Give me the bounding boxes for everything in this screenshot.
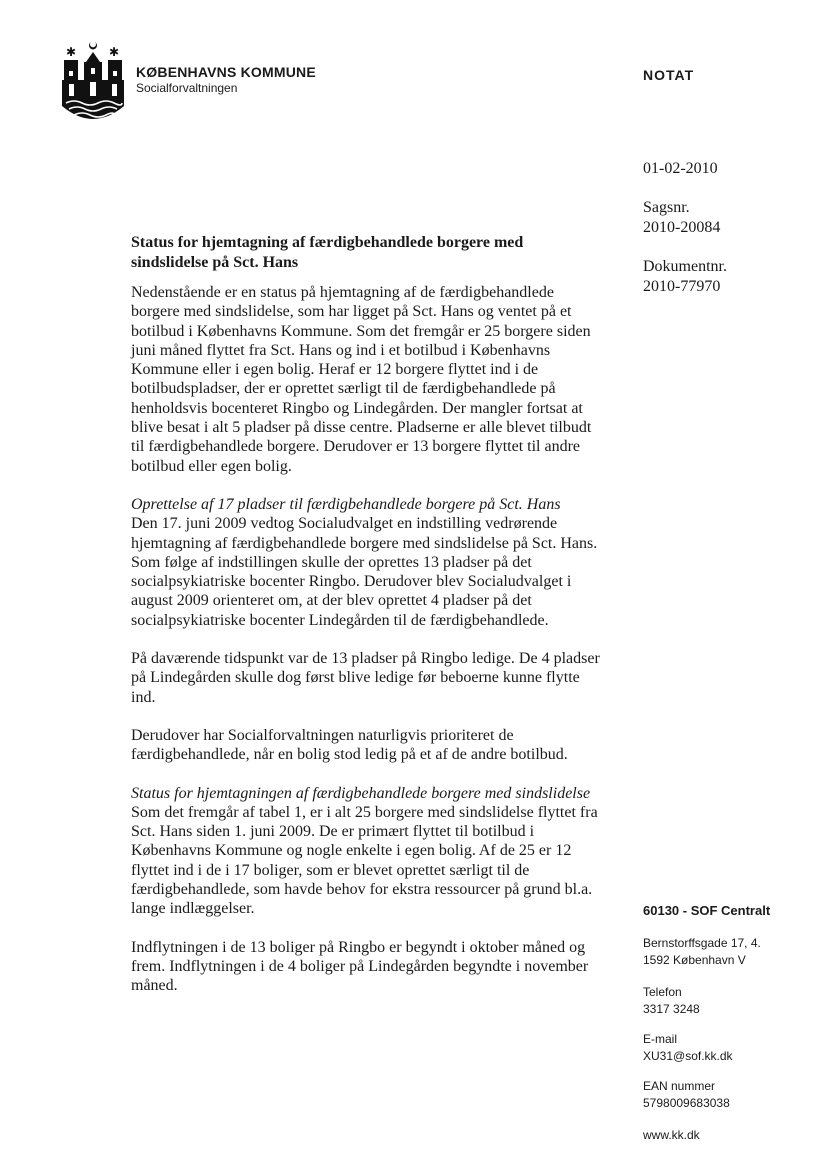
section-status bbox=[131, 784, 601, 919]
document-type: NOTAT bbox=[643, 67, 695, 83]
paragraph-establishment: Den 17. juni 2009 vedtog Socialudvalget en indstilling vedrørende hjemtagning af færdigbehandlede borgere med sindslidelse på Sct. Hans. Som følge af indstillingen skulle der oprettes 13 pladser på det socialpsykiatriske bocenter Ringbo. Derudover blev Socialudvalget i august 2009 orienteret om, at der blev oprettet 4 pladser på det socialpsykiatriske bocenter Lindegården til de færdigbehandlede. bbox=[131, 515, 598, 629]
document-number-value: 2010-77970 bbox=[643, 278, 721, 295]
organization-name: KØBENHAVNS KOMMUNE bbox=[136, 64, 316, 80]
paragraph-status: Som det fremgår af tabel 1, er i alt 25 borgere med sindslidelse flyttet fra Sct. Hans siden 1. juni 2009. De er primært flyttet til botilbud i Københavns Kommune og nogle enkelte i egen bolig. Af de 25 er 12 flyttet ind i de i 17 boliger, som er blevet oprettet særligt til de færdigbehandlede, som havde behov for ekstra ressourcer på grund bl.a. lange indlæggelser. bbox=[131, 803, 598, 918]
email-address: XU31@sof.kk.dk bbox=[643, 1049, 733, 1063]
ean-block bbox=[643, 1078, 730, 1112]
phone-number: 3317 3248 bbox=[643, 1002, 700, 1016]
unit-name: 60130 - SOF Centralt bbox=[643, 903, 771, 918]
phone-block bbox=[643, 984, 700, 1018]
website: www.kk.dk bbox=[643, 1128, 700, 1142]
department-name: Socialforvaltningen bbox=[136, 81, 238, 95]
section-heading-status: Status for hjemtagningen af færdigbehandlede borgere med sindslidelse bbox=[131, 784, 591, 802]
address-line-2: 1592 København V bbox=[643, 953, 746, 967]
document-date: 01-02-2010 bbox=[643, 160, 718, 177]
section-establishment bbox=[131, 495, 601, 630]
ean-label: EAN nummer bbox=[643, 1079, 716, 1093]
paragraph-intro: Nedenstående er en status på hjemtagning af de færdigbehandlede borgere med sindslidelse, som har ligget på Sct. Hans og ventet på et botilbud i Københavns Kommune. Som det fremgår er 25 borgere siden juni måned flyttet fra Sct. Hans og ind i et botilbud i Københavns Kommune eller i egen bolig. Heraf er 12 borgere flyttet ind i de botilbudspladser, der er oprettet særligt til de færdigbehandlede på henholdsvis bocenteret Ringbo og Lindegården. Der mangler fortsat at blive besat i alt 5 pladser på disse centre. Pladserne er alle blevet tilbudt til færdigbehandlede borgere. Derudover er 13 borgere flyttet til andre botilbud eller egen bolig. bbox=[131, 284, 592, 475]
case-number-label: Sagsnr. bbox=[643, 199, 690, 216]
email-block bbox=[643, 1031, 733, 1065]
address-block bbox=[643, 935, 761, 969]
memo-body bbox=[131, 233, 601, 1015]
svg-text:✱: ✱ bbox=[66, 45, 77, 59]
svg-text:✱: ✱ bbox=[109, 45, 120, 59]
address-line-1: Bernstorffsgade 17, 4. bbox=[643, 936, 761, 950]
memo-title: Status for hjemtagning af færdigbehandlede borgere med sindslidelse på Sct. Hans bbox=[131, 234, 524, 271]
document-number-label: Dokumentnr. bbox=[643, 258, 727, 275]
paragraph-move-in: Indflytningen i de 13 boliger på Ringbo er begyndt i oktober måned og frem. Indflytningen i de 4 boliger på Lindegården begyndte i november måned. bbox=[131, 938, 589, 995]
document-number-block bbox=[643, 257, 727, 297]
phone-label: Telefon bbox=[643, 985, 682, 999]
ean-number: 5798009683038 bbox=[643, 1096, 730, 1110]
case-number-block bbox=[643, 198, 720, 238]
email-label: E-mail bbox=[643, 1032, 678, 1046]
case-number-value: 2010-20084 bbox=[643, 219, 721, 236]
paragraph-priority: Derudover har Socialforvaltningen naturligvis prioriteret de færdigbehandlede, når en bolig stod ledig på et af de andre botilbud. bbox=[131, 726, 568, 764]
city-coat-of-arms-logo bbox=[60, 36, 126, 126]
paragraph-vacancy: På daværende tidspunkt var de 13 pladser på Ringbo ledige. De 4 pladser på Lindegården skulle dog først blive ledige før beboerne kunne flytte ind. bbox=[131, 650, 600, 706]
section-heading-establishment: Oprettelse af 17 pladser til færdigbehandlede borgere på Sct. Hans bbox=[131, 495, 561, 513]
